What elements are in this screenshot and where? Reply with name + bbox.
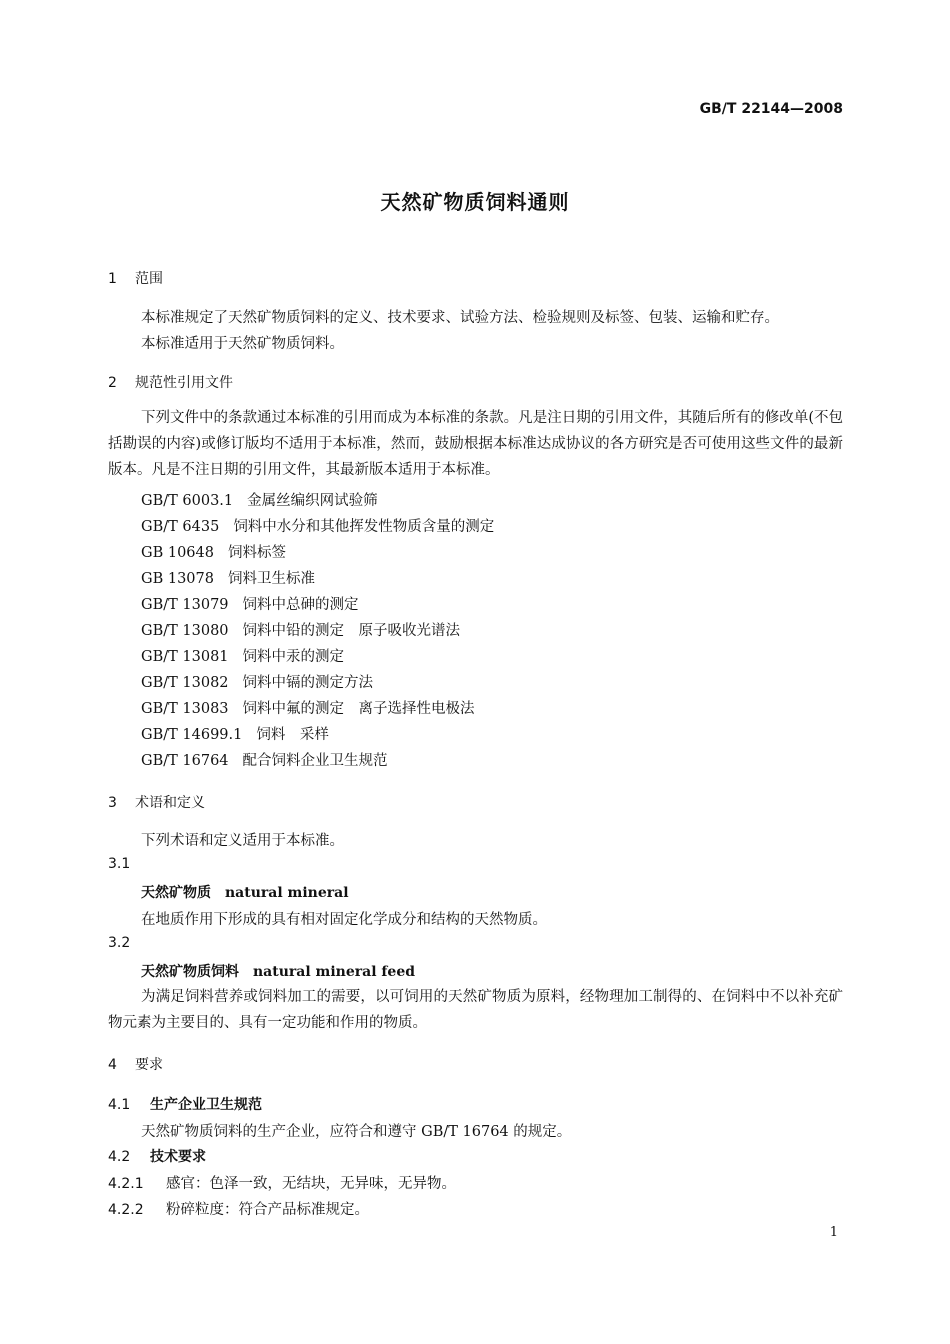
section-heading-2 xyxy=(108,372,233,392)
reference-code: GB/T 13081 xyxy=(141,649,229,665)
clause-number: 4.2.2 xyxy=(108,1202,144,1218)
reference-title: 饲料中镉的测定方法 xyxy=(242,675,374,691)
reference-item xyxy=(141,567,315,588)
reference-code: GB 10648 xyxy=(141,545,214,561)
reference-code: GB/T 13079 xyxy=(141,597,229,613)
clause-text: 感官：色泽一致，无结块，无异味，无异物。 xyxy=(166,1176,456,1192)
reference-item xyxy=(141,723,329,744)
section-title: 范围 xyxy=(135,271,163,287)
reference-item xyxy=(141,671,373,692)
section-title: 要求 xyxy=(135,1057,163,1073)
reference-title: 饲料中氟的测定 离子选择性电极法 xyxy=(242,701,475,717)
section-heading-4 xyxy=(108,1054,163,1074)
section-heading-1 xyxy=(108,268,163,288)
clause xyxy=(108,1198,369,1219)
paragraph: 天然矿物质饲料的生产企业，应符合和遵守 GB/T 16764 的规定。 xyxy=(141,1124,572,1140)
reference-item xyxy=(141,619,460,640)
reference-item xyxy=(141,645,344,666)
standard-code: GB/T 22144—2008 xyxy=(699,101,843,117)
reference-code: GB/T 6435 xyxy=(141,519,220,535)
page-number: 1 xyxy=(829,1225,838,1240)
reference-title: 饲料中铅的测定 原子吸收光谱法 xyxy=(242,623,461,639)
reference-title: 饲料中水分和其他挥发性物质含量的测定 xyxy=(233,519,495,535)
term-title xyxy=(141,882,349,902)
term-definition: 为满足饲料营养或饲料加工的需要，以可饲用的天然矿物质为原料，经物理加工制得的、在饲料中不以补充矿物元素为主要目的、具有一定功能和作用的物质。 xyxy=(108,989,843,1031)
paragraph: 下列文件中的条款通过本标准的引用而成为本标准的条款。凡是注日期的引用文件，其随后所有的修改单(不包括勘误的内容)或修订版均不适用于本标准，然而，鼓励根据本标准达成协议的各方研究是否可使用这些文件的最新版本。凡是不注日期的引用文件，其最新版本适用于本标准。 xyxy=(108,410,843,478)
reference-item xyxy=(141,749,388,770)
term-en: natural mineral xyxy=(225,885,349,901)
paragraph: 本标准规定了天然矿物质饲料的定义、技术要求、试验方法、检验规则及标签、包装、运输和贮存。 xyxy=(141,310,779,326)
section-number: 1 xyxy=(108,271,117,287)
reference-item xyxy=(141,593,359,614)
term-definition: 在地质作用下形成的具有相对固定化学成分和结构的天然物质。 xyxy=(141,912,547,928)
reference-code: GB/T 13080 xyxy=(141,623,229,639)
reference-item xyxy=(141,489,378,510)
term-number: 3.1 xyxy=(108,856,131,872)
section-number: 2 xyxy=(108,375,117,391)
reference-code: GB/T 6003.1 xyxy=(141,493,234,509)
reference-code: GB/T 16764 xyxy=(141,753,229,769)
clause-number: 4.2 xyxy=(108,1149,131,1165)
clause-title: 生产企业卫生规范 xyxy=(150,1097,262,1113)
section-heading-3 xyxy=(108,792,205,812)
paragraph: 下列术语和定义适用于本标准。 xyxy=(141,833,344,849)
term-title xyxy=(141,961,415,981)
clause xyxy=(108,1172,456,1193)
clause-heading xyxy=(108,1146,206,1166)
reference-code: GB/T 13083 xyxy=(141,701,229,717)
reference-title: 饲料中总砷的测定 xyxy=(242,597,359,613)
document-title: 天然矿物质饲料通则 xyxy=(380,190,570,214)
reference-item xyxy=(141,541,286,562)
term-en: natural mineral feed xyxy=(253,964,416,980)
reference-item xyxy=(141,697,475,718)
reference-title: 饲料 采样 xyxy=(256,727,329,743)
reference-title: 金属丝编织网试验筛 xyxy=(247,493,378,509)
clause-title: 技术要求 xyxy=(150,1149,206,1165)
clause-number: 4.2.1 xyxy=(108,1176,144,1192)
clause-heading xyxy=(108,1094,262,1114)
reference-title: 饲料标签 xyxy=(227,545,286,561)
paragraph: 本标准适用于天然矿物质饲料。 xyxy=(141,336,344,352)
section-number: 3 xyxy=(108,795,117,811)
reference-code: GB/T 13082 xyxy=(141,675,229,691)
section-number: 4 xyxy=(108,1057,117,1073)
reference-code: GB/T 14699.1 xyxy=(141,727,243,743)
reference-title: 配合饲料企业卫生规范 xyxy=(242,753,388,769)
section-title: 规范性引用文件 xyxy=(135,375,233,391)
term-number: 3.2 xyxy=(108,935,131,951)
clause-number: 4.1 xyxy=(108,1097,131,1113)
section-title: 术语和定义 xyxy=(135,795,205,811)
reference-code: GB 13078 xyxy=(141,571,214,587)
clause-text: 粉碎粒度：符合产品标准规定。 xyxy=(166,1202,369,1218)
term-zh: 天然矿物质 xyxy=(141,885,211,901)
term-zh: 天然矿物质饲料 xyxy=(141,964,239,980)
reference-item xyxy=(141,515,494,536)
reference-title: 饲料卫生标准 xyxy=(227,571,315,587)
reference-title: 饲料中汞的测定 xyxy=(242,649,345,665)
